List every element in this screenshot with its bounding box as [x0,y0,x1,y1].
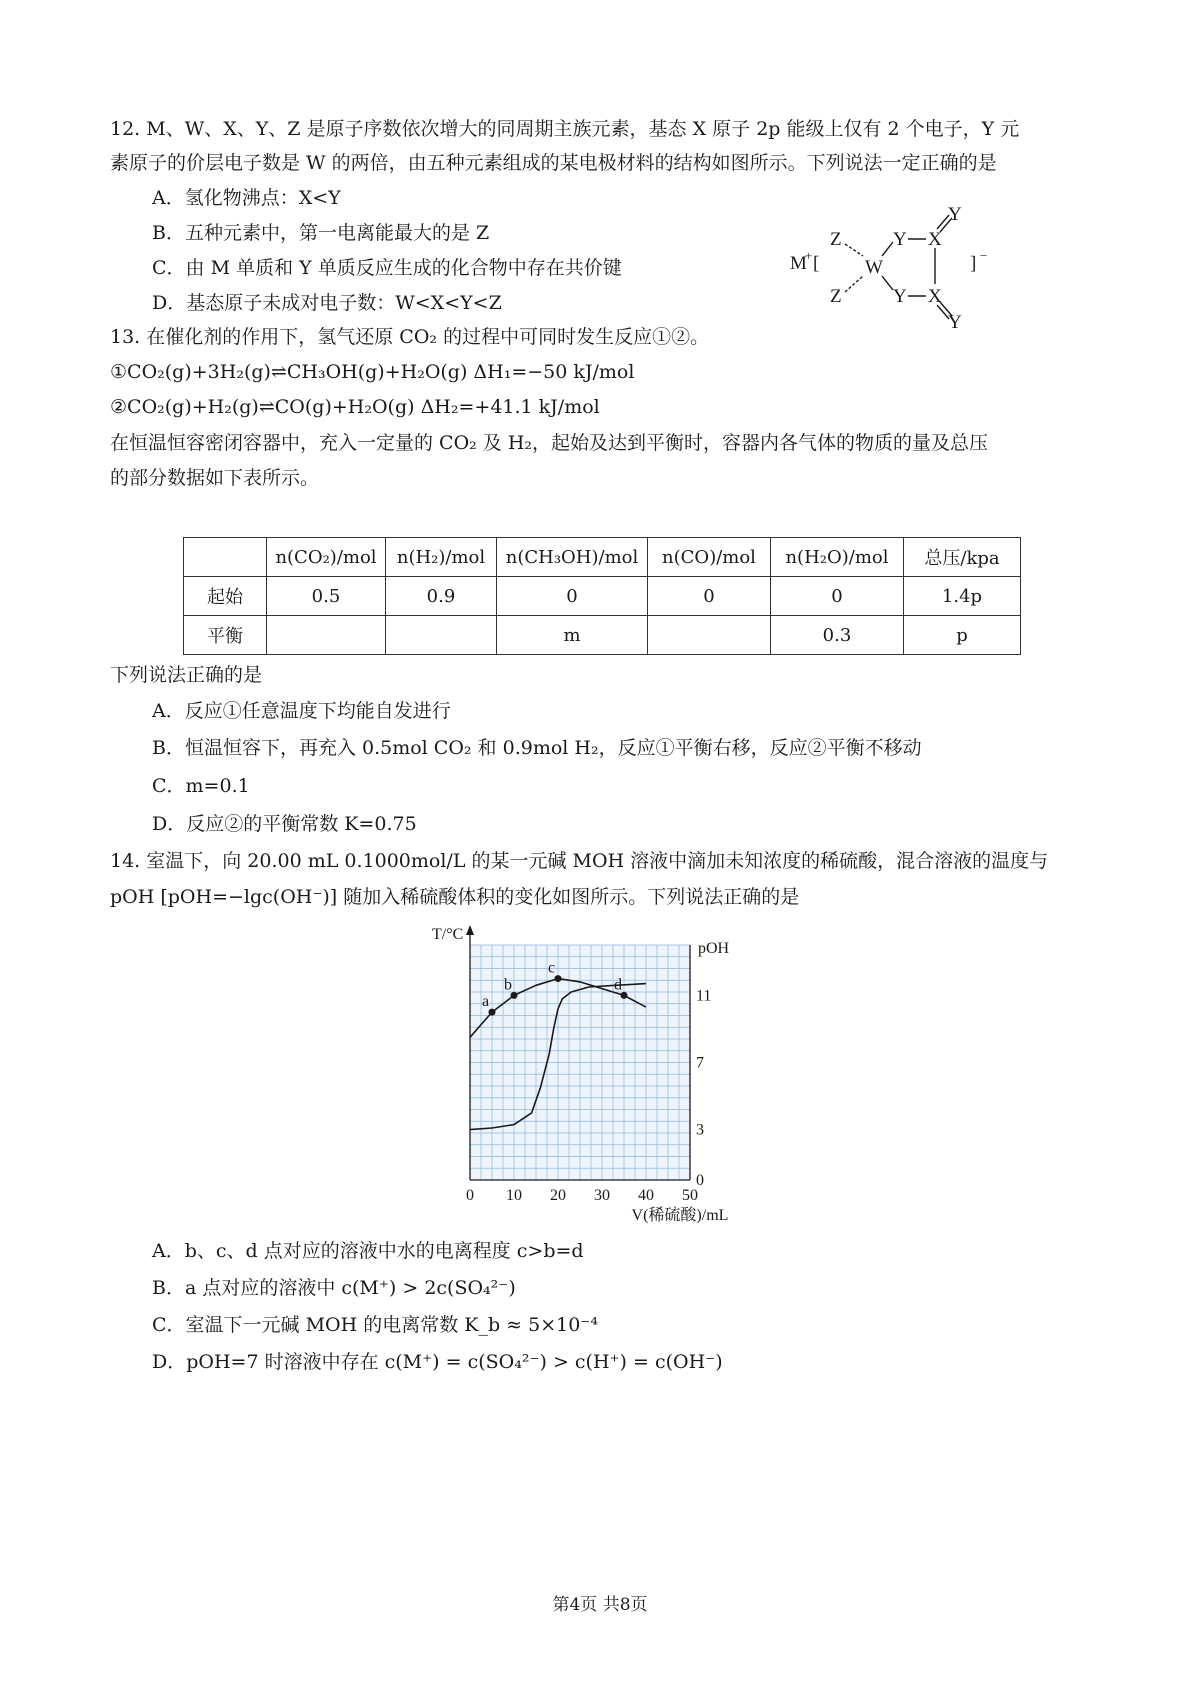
q14-option-c: C．室温下一元碱 MOH 的电离常数 K_b ≈ 5×10⁻⁴ [152,1314,598,1336]
table-cell [386,616,497,655]
y-axis-arrow [466,925,474,935]
q14-stem-line1: 14. 室温下，向 20.00 mL 0.1000mol/L 的某一元碱 MOH 溶液中滴加未知浓度的稀硫酸，混合溶液的温度与 [110,850,1049,872]
x-tick-label: 40 [638,1187,654,1204]
table-header-row [184,538,1021,577]
q13-reaction-1: ①CO₂(g)+3H₂(g)⇌CH₃OH(g)+H₂O(g) ΔH₁=−50 kJ/mol [110,361,635,383]
table-header-cell: n(H₂)/mol [386,538,497,577]
table-cell: m [497,616,648,655]
q14-option-a: A．b、c、d 点对应的溶液中水的电离程度 c>b=d [152,1240,584,1262]
point-label-c: c [548,959,556,977]
table-cell: 1.4p [904,577,1021,616]
x-tick-label: 10 [506,1187,522,1204]
x-tick-label: 20 [550,1187,566,1204]
q14-option-d: D．pOH=7 时溶液中存在 c(M⁺) = c(SO₄²⁻) > c(H⁺) = c(OH⁻) [152,1351,723,1373]
q13-reaction-2: ②CO₂(g)+H₂(g)⇌CO(g)+H₂O(g) ΔH₂=+41.1 kJ/mol [110,396,600,418]
x-tick-label: 0 [466,1187,474,1204]
table-cell: 平衡 [184,616,267,655]
x-tick-label: 50 [682,1187,698,1204]
right-tick-label: 11 [696,987,712,1005]
data-point-a [489,1009,496,1016]
q13-desc-line2: 的部分数据如下表所示。 [110,467,320,489]
q13-option-a: A．反应①任意温度下均能自发进行 [152,700,451,722]
q13-option-b: B．恒温恒容下，再充入 0.5mol CO₂ 和 0.9mol H₂，反应①平衡右移，反应②平衡不移动 [152,737,922,759]
table-cell: 起始 [184,577,267,616]
q14-option-b: B．a 点对应的溶液中 c(M⁺) > 2c(SO₄²⁻) [152,1277,516,1299]
q14-stem-line2: pOH [pOH=−lgc(OH⁻)] 随加入稀硫酸体积的变化如图所示。下列说法正确的是 [110,886,800,908]
table-cell: 0.3 [771,616,904,655]
table-cell: 0.5 [267,577,386,616]
q13-option-c: C．m=0.1 [152,775,250,797]
chart-grid [470,945,690,1180]
bracket-close: ] [970,253,977,274]
table-cell: 0 [771,577,904,616]
table-header-cell: n(H₂O)/mol [771,538,904,577]
q12-option-d: D．基态原子未成对电子数：W<X<Y<Z [152,292,502,314]
x-bottom-label: X [928,286,942,307]
table-cell: 0 [497,577,648,616]
w-center-label: W [865,257,883,278]
cation-charge: + [805,248,813,263]
right-tick-label: 3 [696,1121,704,1139]
data-point-c [555,975,562,982]
q12-stem-line1: 12. M、W、X、Y、Z 是原子序数依次增大的同周期主族元素，基态 X 原子 2p 能级上仅有 2 个电子，Y 元 [110,118,1020,140]
q13-data-table [183,537,1021,655]
x-top-label: X [928,229,942,250]
table-cell [648,616,771,655]
point-label-a: a [482,993,490,1011]
cation-label: M [790,253,807,274]
z-bottom-label: Z [830,286,842,307]
table-header-cell: 总压/kpa [904,538,1021,577]
table-cell [267,616,386,655]
table-row [184,577,1021,616]
right-tick-label: 7 [696,1054,704,1072]
table-header-cell: n(CH₃OH)/mol [497,538,648,577]
q13-ask: 下列说法正确的是 [110,664,263,686]
z-top-label: Z [830,229,842,250]
page-footer: 第4页 共8页 [552,1595,648,1615]
table-header-cell: n(CO)/mol [648,538,771,577]
right-tick-label: 0 [696,1172,704,1189]
anion-charge: − [980,248,988,263]
q12-option-a: A．氢化物沸点：X<Y [152,187,341,209]
q12-option-c: C．由 M 单质和 Y 单质反应生成的化合物中存在共价键 [152,257,622,279]
point-label-d: d [614,976,622,994]
y-bottom-label: Y [893,286,907,307]
q12-option-b: B．五种元素中，第一电离能最大的是 Z [152,222,490,244]
bracket-open: [ [813,253,820,274]
point-label-b: b [504,976,512,994]
table-cell: 0 [648,577,771,616]
q12-structure-diagram [790,200,1010,330]
x-axis-label: V(稀硫酸)/mL [631,1207,729,1224]
table-cell: p [904,616,1021,655]
left-y-axis-label: T/°C [432,926,464,943]
table-row [184,616,1021,655]
y-topright-label: Y [948,204,962,225]
x-tick-label: 30 [594,1187,610,1204]
q13-option-d: D．反应②的平衡常数 K=0.75 [152,813,417,835]
y-top-label: Y [893,229,907,250]
q12-stem-line2: 素原子的价层电子数是 W 的两倍，由五种元素组成的某电极材料的结构如图所示。下列说法一定正确的是 [110,152,997,174]
chart-svg [430,925,770,1225]
y-bottomright-label: Y [948,312,962,330]
q13-desc-line1: 在恒温恒容密闭容器中，充入一定量的 CO₂ 及 H₂，起始及达到平衡时，容器内各气体的物质的量及总压 [110,432,989,454]
table-header-cell [184,538,267,577]
q14-chart [430,925,770,1225]
right-y-axis-label: pOH [698,940,730,957]
q13-stem: 13. 在催化剂的作用下，氢气还原 CO₂ 的过程中可同时发生反应①②。 [110,326,710,348]
table-header-cell: n(CO₂)/mol [267,538,386,577]
table-cell: 0.9 [386,577,497,616]
